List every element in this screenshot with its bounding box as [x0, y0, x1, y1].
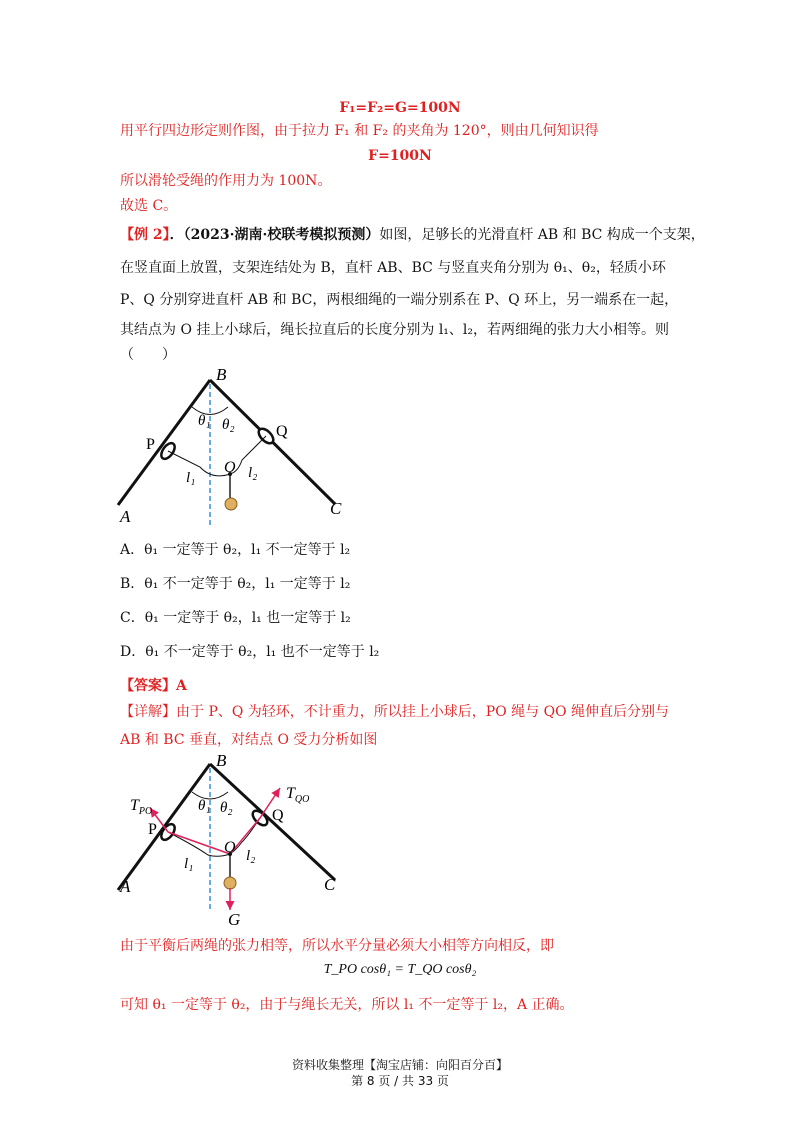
- label-Q: Q: [276, 423, 288, 440]
- fig2-label-G: G: [228, 910, 241, 929]
- fig2-label-l2: l₂: [246, 848, 256, 864]
- label-O: O: [224, 459, 236, 476]
- fig2-label-theta2: θ₂: [220, 800, 233, 816]
- conclusion-equation: T_PO cosθ₁ = T_QO cosθ₂: [323, 962, 477, 977]
- option-d: D．θ₁ 不一定等于 θ₂，l₁ 也不一定等于 l₂: [120, 644, 380, 660]
- fig2-label-B: B: [216, 751, 227, 770]
- explain-line-2: AB 和 BC 垂直，对结点 O 受力分析如图: [120, 732, 378, 748]
- example-source: ．（2023·湖南·校联考模拟预测）: [169, 227, 380, 243]
- answer-blank: （ ）: [120, 347, 176, 363]
- conclusion-line-2: 可知 θ₁ 一定等于 θ₂，由于与绳长无关，所以 l₁ 不一定等于 l₂，A 正确。: [120, 997, 574, 1013]
- example-tag: 【例 2】: [120, 227, 170, 243]
- explain-line-1: 【详解】由于 P、Q 为轻环，不计重力，所以挂上小球后，PO 绳与 QO 绳伸直后分别与: [120, 704, 669, 720]
- solution-line-3: 故选 C。: [120, 198, 178, 214]
- answer-label: 【答案】A: [120, 678, 187, 694]
- footer-page-number: 第 8 页 / 共 33 页: [351, 1074, 449, 1088]
- example-header: [120, 225, 705, 245]
- option-a: A．θ₁ 一定等于 θ₂，l₁ 不一定等于 l₂: [120, 542, 351, 558]
- solution-line-2: 所以滑轮受绳的作用力为 100N。: [120, 173, 332, 189]
- label-theta1: θ₁: [198, 413, 211, 429]
- solution-line-1: 用平行四边形定则作图，由于拉力 F₁ 和 F₂ 的夹角为 120°，则由几何知识得: [120, 123, 599, 139]
- equation-resultant: F=100N: [368, 148, 432, 164]
- figure-force-diagram: [110, 750, 370, 930]
- example-stem-2: 在竖直面上放置，支架连结处为 B，直杆 AB、BC 与竖直夹角分别为 θ₁、θ₂，轻质小环: [120, 260, 666, 276]
- fig2-label-O: O: [224, 839, 236, 856]
- label-l2: l₂: [248, 465, 258, 481]
- footer-source: 资料收集整理【淘宝店铺：向阳百分百】: [291, 1058, 508, 1072]
- example-stem-4: 其结点为 O 挂上小球后，绳长拉直后的长度分别为 l₁、l₂，若两细绳的张力大小相等。则: [120, 322, 670, 338]
- fig2-label-theta1: θ₁: [198, 798, 211, 814]
- conclusion-line-1: 由于平衡后两绳的张力相等，所以水平分量必须大小相等方向相反，即: [120, 938, 554, 954]
- option-b: B．θ₁ 不一定等于 θ₂，l₁ 一定等于 l₂: [120, 576, 351, 592]
- fig2-label-TPO: $T_{PO}$: [130, 797, 153, 817]
- label-l1: l₁: [186, 470, 196, 486]
- figure-support-frame: [110, 362, 370, 527]
- fig2-label-TQO: $T_{QO}$: [286, 785, 310, 805]
- label-theta2: θ₂: [222, 417, 235, 433]
- fig2-label-C: C: [324, 875, 336, 894]
- label-B: B: [216, 365, 227, 384]
- fig2-label-Q: Q: [272, 807, 284, 824]
- fig2-label-l1: l₁: [184, 856, 194, 872]
- label-C: C: [330, 499, 342, 518]
- example-stem-3: P、Q 分别穿进直杆 AB 和 BC，两根细绳的一端分别系在 P、Q 环上，另一端系在一起，: [120, 292, 679, 308]
- fig2-label-A: A: [120, 877, 131, 896]
- equation-forces: F₁=F₂=G=100N: [339, 100, 461, 116]
- example-stem-1: 如图，足够长的光滑直杆 AB 和 BC 构成一个支架，: [379, 227, 705, 243]
- fig2-label-P: P: [148, 821, 157, 838]
- label-A: A: [120, 507, 131, 526]
- label-P: P: [146, 436, 155, 453]
- option-c: C．θ₁ 一定等于 θ₂，l₁ 也一定等于 l₂: [120, 610, 351, 626]
